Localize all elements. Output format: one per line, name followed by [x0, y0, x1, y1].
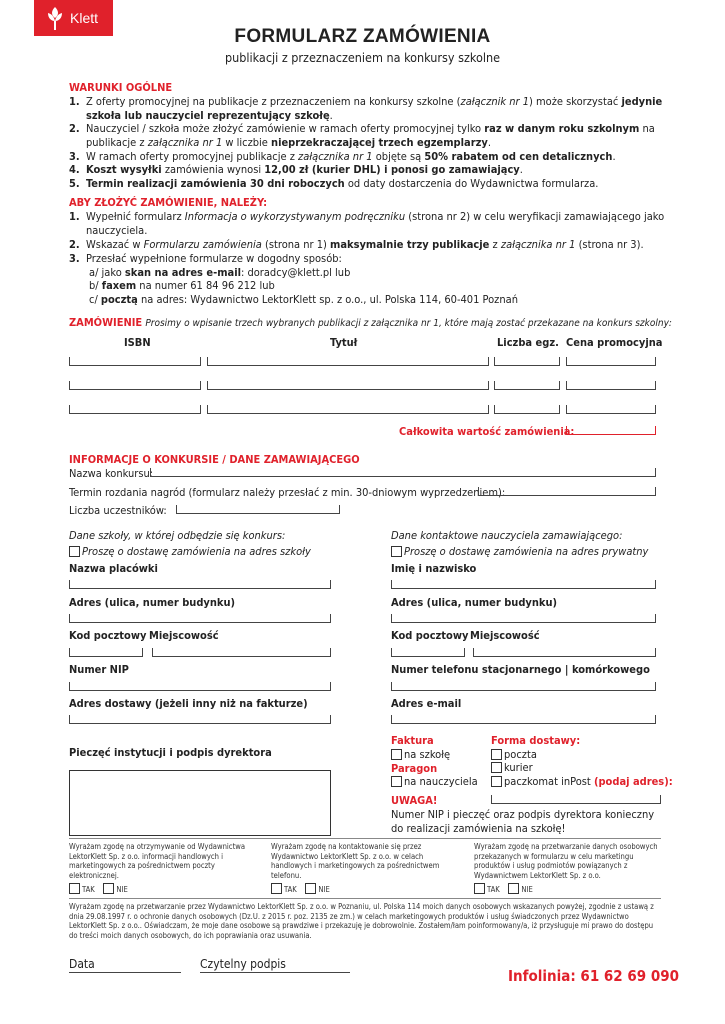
logo-text: Klett — [70, 10, 99, 26]
tytul-field-1[interactable] — [207, 357, 489, 366]
infolinia: Infolinia: 61 62 69 090 — [508, 967, 680, 985]
consent-2-nie-checkbox[interactable] — [305, 883, 316, 894]
data-field[interactable] — [69, 972, 181, 973]
tytul-field-2[interactable] — [207, 381, 489, 390]
consent-3-text: Wyrażam zgodę na przetwarzanie danych osobowych przekazanych w formularzu w celu marketingu produktów i usług podmiotów powiązanych z Wydawnictwem LektorKlett Sp. z o.o. — [474, 842, 658, 880]
adres-dostawy-label: Adres dostawy (jeżeli inny niż na fakturze) — [69, 697, 308, 710]
col-tytul: Tytuł — [330, 336, 358, 349]
nazwa-placowki-label: Nazwa placówki — [69, 562, 158, 575]
pieczec-box[interactable] — [69, 770, 331, 836]
consent-1-text: Wyrażam zgodę na otrzymywanie od Wydawnictwa LektorKlett Sp. z o.o. informacji handlowych i marketingowych za pośrednictwem poczty elektronicznej. — [69, 842, 246, 880]
pieczec-label: Pieczęć instytucji i podpis dyrektora — [69, 746, 272, 759]
page-subtitle: publikacji z przeznaczeniem na konkursy szkolne — [224, 50, 501, 65]
uwaga-text-1: Numer NIP i pieczęć oraz podpis dyrektora konieczny — [391, 808, 655, 821]
paczkomat-row[interactable]: paczkomat inPost (podaj adres): — [491, 775, 673, 788]
left-adres-field[interactable] — [69, 614, 331, 623]
rodo-divider — [69, 898, 661, 899]
liczba-field-3[interactable] — [494, 405, 560, 414]
checkbox-adres-szkoly[interactable] — [69, 546, 80, 557]
cena-field-2[interactable] — [566, 381, 656, 390]
col-cena: Cena promocyjna — [566, 336, 663, 349]
isbn-field-3[interactable] — [69, 405, 201, 414]
paczkomat-adres-field[interactable] — [491, 795, 661, 804]
liczba-uczestnikow-label: Liczba uczestników: — [69, 504, 167, 517]
faktura-na-szkole-row[interactable]: na szkołę — [391, 748, 450, 761]
checkbox-kurier[interactable] — [491, 762, 502, 773]
poczta-row[interactable]: poczta — [491, 748, 537, 761]
aby-item-3: 3. Przesłać wypełnione formularze w dogodny sposób: a/ jako skan na adres e-mail: doradcy@klett.pl lub b/ faxem na numer 61 84 96 212 lub c/ pocztą na adres: Wydawnictwo LektorKlett sp. z o.o., ul. Polska 114, 60-401 Poznań — [69, 252, 518, 306]
uwaga-label: UWAGA! — [391, 794, 438, 807]
checkbox-faktura[interactable] — [391, 749, 402, 760]
total-field[interactable] — [566, 426, 656, 435]
tytul-field-3[interactable] — [207, 405, 489, 414]
aby-heading: ABY ZŁOŻYĆ ZAMÓWIENIE, NALEŻY: — [69, 196, 268, 209]
imie-nazwisko-field[interactable] — [391, 580, 656, 589]
email-label: Adres e-mail — [391, 697, 462, 710]
liczba-uczestnikow-field[interactable] — [176, 505, 340, 514]
data-label: Data — [69, 957, 95, 971]
isbn-field-1[interactable] — [69, 357, 201, 366]
consent-3-tak-checkbox[interactable] — [474, 883, 485, 894]
nazwa-konkursu-field[interactable] — [150, 468, 656, 477]
warunki-item-5: 5. Termin realizacji zamówienia 30 dni roboczych od daty dostarczenia do Wydawnictwa formularza. — [69, 177, 599, 190]
right-miejscowosc-label: Miejscowość — [470, 629, 540, 642]
checkbox-paczkomat[interactable] — [491, 776, 502, 787]
termin-field[interactable] — [478, 487, 656, 496]
consent-3-options[interactable]: TAK NIE — [474, 883, 533, 895]
right-check-row[interactable]: Proszę o dostawę zamówienia na adres prywatny — [391, 545, 648, 558]
checkbox-adres-prywatny[interactable] — [391, 546, 402, 557]
left-kod-field[interactable] — [69, 648, 143, 657]
liczba-field-1[interactable] — [494, 357, 560, 366]
right-adres-field[interactable] — [391, 614, 656, 623]
paragon-label: Paragon — [391, 762, 438, 775]
left-adres-label: Adres (ulica, numer budynku) — [69, 596, 236, 609]
liczba-field-2[interactable] — [494, 381, 560, 390]
col-isbn: ISBN — [124, 336, 151, 349]
left-intro: Dane szkoły, w której odbędzie się konkurs: — [69, 529, 286, 542]
termin-label: Termin rozdania nagród (formularz należy przesłać z min. 30-dniowym wyprzedzeniem): — [69, 486, 506, 499]
total-label: Całkowita wartość zamówienia: — [399, 425, 575, 438]
cena-field-1[interactable] — [566, 357, 656, 366]
adres-dostawy-field[interactable] — [69, 715, 331, 724]
warunki-item-3: 3. W ramach oferty promocyjnej publikacje z załącznika nr 1 objęte są 50% rabatem od cen detalicznych. — [69, 150, 616, 163]
consent-3-nie-checkbox[interactable] — [508, 883, 519, 894]
checkbox-paragon[interactable] — [391, 776, 402, 787]
nip-label: Numer NIP — [69, 663, 129, 676]
consent-2-tak-checkbox[interactable] — [271, 883, 282, 894]
paragon-na-nauczyciela-row[interactable]: na nauczyciela — [391, 775, 478, 788]
nip-field[interactable] — [69, 682, 331, 691]
nazwa-konkursu-label: Nazwa konkursu: — [69, 467, 154, 480]
aby-item-2: 2. Wskazać w Formularzu zamówienia (strona nr 1) maksymalnie trzy publikacje z załącznika nr 1 (strona nr 3). — [69, 238, 644, 251]
left-kod-label: Kod pocztowy — [69, 629, 147, 642]
telefon-field[interactable] — [391, 682, 656, 691]
nazwa-placowki-field[interactable] — [69, 580, 331, 589]
consent-1-options[interactable]: TAK NIE — [69, 883, 128, 895]
right-adres-label: Adres (ulica, numer budynku) — [391, 596, 558, 609]
warunki-item-4: 4. Koszt wysyłki zamówienia wynosi 12,00 zł (kurier DHL) i ponosi go zamawiający. — [69, 163, 523, 176]
checkbox-poczta[interactable] — [491, 749, 502, 760]
col-liczba: Liczba egz. — [497, 336, 559, 349]
podpis-label: Czytelny podpis — [200, 957, 286, 971]
podpis-field[interactable] — [200, 972, 350, 973]
cena-field-3[interactable] — [566, 405, 656, 414]
consent-divider — [69, 838, 661, 839]
rodo-text: Wyrażam zgodę na przetwarzanie przez Wydawnictwo LektorKlett Sp. z o.o. w Poznaniu, ul. Polska 114 moich danych osobowych wskazanych powyżej, zgodnie z ustawą z dnia 29.08.1997 r. o ochronie danych osobowych (Dz.U. z 2015 r. poz. 2135 ze zm.) w celach marketingowych produktów i usług świadczonych przez Wydawnictwo LektorKlett Sp. z o.o.. Oświadczam, że moje dane osobowe są prawdziwe i przekazuję je dobrowolnie. Zostałem/łam poinformowany/a, iż przysługuje mi prawo do dostępu do treści moich danych osobowych, do ich poprawiania oraz usuwania. — [69, 902, 654, 940]
faktura-label: Faktura — [391, 734, 434, 747]
aby-item-1: 1. Wypełnić formularz Informacja o wykorzystywanym podręczniku (strona nr 2) w celu weryfikacji zamawiającego jako nauczyciela. — [69, 210, 665, 237]
warunki-item-2: 2. Nauczyciel / szkoła może złożyć zamówienie w ramach oferty promocyjnej tylko raz w danym roku szkolnym na publikacje z załącznika nr 1 w liczbie nieprzekraczającej trzech egzemplarzy. — [69, 122, 655, 149]
uwaga-text-2: do realizacji zamówienia na szkołę! — [391, 822, 566, 835]
info-heading: INFORMACJE O KONKURSIE / DANE ZAMAWIAJĄCEGO — [69, 453, 360, 466]
consent-2-options[interactable]: TAK NIE — [271, 883, 330, 895]
kurier-row[interactable]: kurier — [491, 761, 533, 774]
consent-2-text: Wyrażam zgodę na kontaktowanie się przez Wydawnictwo LektorKlett Sp. z o.o. w celach handlowych i marketingowych za pośrednictwem telefonu. — [271, 842, 440, 880]
isbn-field-2[interactable] — [69, 381, 201, 390]
left-check-row[interactable]: Proszę o dostawę zamówienia na adres szkoły — [69, 545, 311, 558]
page-title: FORMULARZ ZAMÓWIENIA — [234, 26, 491, 47]
left-miejscowosc-label: Miejscowość — [149, 629, 219, 642]
zamowienie-row: ZAMÓWIENIE Prosimy o wpisanie trzech wybranych publikacji z załącznika nr 1, które mają zostać przekazane na konkurs szkolny: — [69, 316, 672, 329]
consent-1-tak-checkbox[interactable] — [69, 883, 80, 894]
right-kod-label: Kod pocztowy — [391, 629, 469, 642]
right-intro: Dane kontaktowe nauczyciela zamawiającego: — [391, 529, 623, 542]
consent-1-nie-checkbox[interactable] — [103, 883, 114, 894]
warunki-heading: WARUNKI OGÓLNE — [69, 81, 173, 94]
imie-nazwisko-label: Imię i nazwisko — [391, 562, 477, 575]
forma-dostawy-label: Forma dostawy: — [491, 734, 581, 747]
right-miejscowosc-field[interactable] — [473, 648, 656, 657]
telefon-label: Numer telefonu stacjonarnego | komórkowego — [391, 663, 650, 676]
email-field[interactable] — [391, 715, 656, 724]
right-kod-field[interactable] — [391, 648, 465, 657]
warunki-item-1: 1. Z oferty promocyjnej na publikacje z przeznaczeniem na konkursy szkolne (załącznik nr 1) może skorzystać jedynie szkoła lub nauczyciel reprezentujący szkołę. — [69, 95, 663, 122]
left-miejscowosc-field[interactable] — [152, 648, 331, 657]
